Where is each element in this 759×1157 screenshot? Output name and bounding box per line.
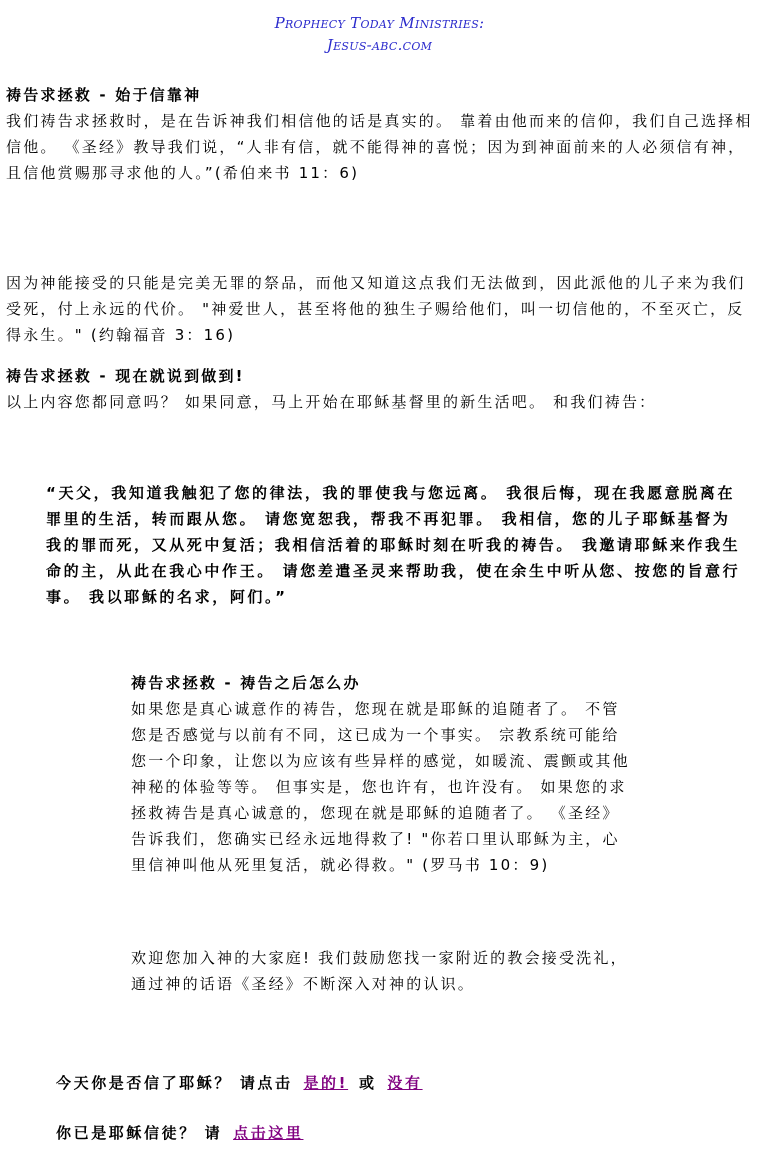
section-act-now-body: 以上内容您都同意吗？ 如果同意，马上开始在耶稣基督里的新生活吧。 和我们祷告： [6, 393, 657, 411]
prayer-text: “天父，我知道我触犯了您的律法，我的罪使我与您远离。 我很后悔，现在我愿意脱离在罪里的生活，转而跟从您。 请您宽恕我，帮我不再犯罪。 我相信，您的儿子耶稣基督为我的罪而死，又从死中复活；我相信活着的耶稣时刻在听我的祷告。 我邀请耶稣来作我生命的主，从此在我心中作王。 请您差遣圣灵来帮助我，使在余生中听从您、按您的旨意行事。 我以耶稣的名求，阿们。” [46, 484, 741, 606]
section-sacrifice [6, 270, 756, 348]
question-already-prefix: 你已是耶稣信徒？ 请 [56, 1124, 223, 1142]
section-faith-body: 我们祷告求拯救时，是在告诉神我们相信他的话是真实的。 靠着由他而来的信仰，我们自己选择相信他。 《圣经》教导我们说，“人非有信，就不能得神的喜悦；因为到神面前来的人必须信有神，且信他赏赐那寻求他的人。”(希伯来书 11：6) [6, 112, 753, 182]
yes-link[interactable]: 是的! [303, 1074, 349, 1092]
site-domain: Jesus-abc.com [326, 36, 433, 54]
welcome-paragraph: 欢迎您加入神的大家庭! 我们鼓励您找一家附近的教会接受洗礼，通过神的话语《圣经》不断深入对神的认识。 [131, 949, 628, 993]
section-act-now-heading: 祷告求拯救 - 现在就说到做到! [6, 367, 245, 385]
section-after-prayer [131, 670, 631, 878]
question-believe [56, 1071, 426, 1095]
section-after-prayer-body: 如果您是真心诚意作的祷告，您现在就是耶稣的追随者了。 不管您是否感觉与以前有不同，这已成为一个事实。 宗教系统可能给您一个印象，让您以为应该有些异样的感觉，如暖流、震颤或其他神秘的体验等等。 但事实是，您也许有，也许没有。 如果您的求拯救祷告是真心诚意的，您现在就是耶稣的追随者了。 《圣经》告诉我们，您确实已经永远地得救了! "你若口里认耶稣为主，心里信神叫他从死里复活，就必得救。" (罗马书 10：9) [131, 700, 630, 874]
question-believe-prefix: 今天你是否信了耶稣？ 请点击 [56, 1074, 293, 1092]
section-faith [6, 82, 756, 186]
section-sacrifice-body: 因为神能接受的只能是完美无罪的祭品，而他又知道这点我们无法做到，因此派他的儿子来为我们受死，付上永远的代价。 "神爱世人，甚至将他的独生子赐给他们，叫一切信他的，不至灭亡，反得永生。" (约翰福音 3：16) [6, 274, 746, 344]
question-believe-or: 或 [358, 1074, 377, 1092]
section-faith-heading: 祷告求拯救 - 始于信靠神 [6, 86, 202, 104]
section-act-now [6, 363, 756, 415]
section-after-prayer-heading: 祷告求拯救 - 祷告之后怎么办 [131, 674, 361, 692]
ministry-name: Prophecy Today Ministries: [274, 14, 485, 32]
no-link[interactable]: 没有 [387, 1074, 423, 1092]
site-header [0, 12, 759, 56]
click-here-link[interactable]: 点击这里 [233, 1124, 304, 1142]
question-already-believer [56, 1121, 306, 1145]
